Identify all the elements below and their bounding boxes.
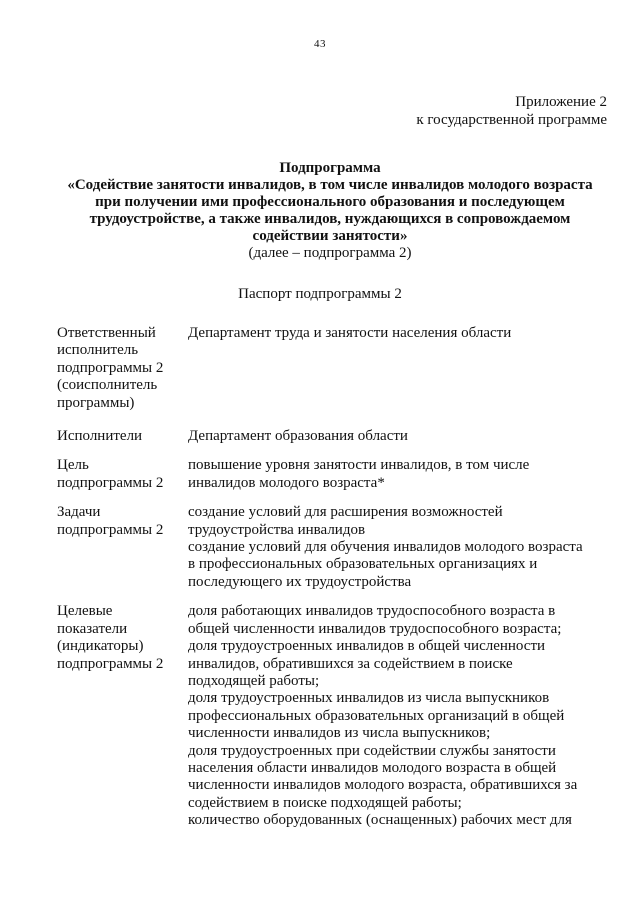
document-title — [40, 160, 620, 262]
value-line: профессиональных образовательных организаций в общей — [188, 707, 565, 724]
label-line: (индикаторы) — [57, 638, 144, 655]
label-line: исполнитель — [57, 342, 139, 359]
title-line-5: содействии занятости» — [252, 228, 408, 244]
label-line: программы) — [57, 394, 135, 411]
row-value — [188, 325, 597, 412]
value-line: в профессиональных образовательных организациях и — [188, 556, 538, 573]
passport-table — [57, 325, 597, 830]
label-line: Ответственный — [57, 325, 156, 341]
label-line: (соисполнитель — [57, 377, 158, 394]
row-label — [57, 428, 188, 445]
value-line: численности инвалидов молодого возраста, обратившихся за — [188, 777, 578, 794]
appendix-line-1: Приложение 2 — [515, 94, 607, 110]
label-line: Целевые — [57, 603, 113, 620]
value-line: создание условий для расширения возможностей — [188, 504, 503, 521]
passport-row-tasks — [57, 504, 597, 591]
value-line: инвалидов молодого возраста* — [188, 474, 385, 491]
label-line: Задачи — [57, 504, 101, 521]
passport-row-executors — [57, 428, 597, 445]
passport-row-goal — [57, 457, 597, 492]
title-line-4: трудоустройстве, а также инвалидов, нуждающихся в сопровождаемом — [89, 211, 571, 227]
value-line: доля работающих инвалидов трудоспособного возраста в — [188, 603, 556, 620]
row-label — [57, 603, 188, 829]
label-line: показатели — [57, 620, 128, 637]
value-line: доля трудоустроенных инвалидов из числа выпускников — [188, 690, 550, 707]
label-line: подпрограммы 2 — [57, 655, 164, 672]
title-line-3: при получении ими профессионального образования и последующем — [95, 194, 565, 210]
row-value — [188, 428, 597, 445]
row-value — [188, 457, 597, 492]
value-line: содействием в поиске подходящей работы; — [188, 794, 462, 811]
appendix-line-2: к государственной программе — [416, 112, 607, 128]
value-line: повышение уровня занятости инвалидов, в том числе — [188, 457, 530, 474]
row-value — [188, 603, 597, 829]
row-label — [57, 457, 188, 492]
label-line: подпрограммы 2 — [57, 474, 164, 491]
row-label — [57, 504, 188, 591]
value-line: общей численности инвалидов трудоспособного возраста; — [188, 620, 562, 637]
label-line: Цель — [57, 457, 89, 474]
value-line: Департамент образования области — [188, 428, 408, 445]
page-number: 43 — [314, 38, 326, 50]
passport-row-indicators — [57, 603, 597, 829]
value-line: трудоустройства инвалидов — [188, 521, 366, 538]
appendix-note — [416, 93, 607, 129]
passport-row-responsible — [57, 325, 597, 412]
title-line-1: Подпрограмма — [279, 160, 381, 176]
value-line: количество оборудованных (оснащенных) рабочих мест для — [188, 812, 572, 829]
value-line: подходящей работы; — [188, 672, 320, 689]
title-line-6: (далее – подпрограмма 2) — [248, 245, 412, 261]
title-line-2: «Содействие занятости инвалидов, в том числе инвалидов молодого возраста — [67, 177, 593, 193]
value-line: создание условий для обучения инвалидов молодого возраста — [188, 539, 583, 556]
value-line: инвалидов, обратившихся за содействием в поиске — [188, 655, 513, 672]
value-line: последующего их трудоустройства — [188, 573, 412, 590]
row-label — [57, 325, 188, 412]
row-value — [188, 504, 597, 591]
passport-heading: Паспорт подпрограммы 2 — [238, 286, 402, 302]
value-line: численности инвалидов из числа выпускников; — [188, 725, 491, 742]
label-line: подпрограммы 2 — [57, 521, 164, 538]
label-line: Исполнители — [57, 428, 143, 445]
value-line: Департамент труда и занятости населения области — [188, 325, 512, 341]
value-line: доля трудоустроенных инвалидов в общей численности — [188, 638, 546, 655]
label-line: подпрограммы 2 — [57, 359, 164, 376]
value-line: доля трудоустроенных при содействии службы занятости — [188, 742, 556, 759]
value-line: населения области инвалидов молодого возраста в общей — [188, 759, 557, 776]
